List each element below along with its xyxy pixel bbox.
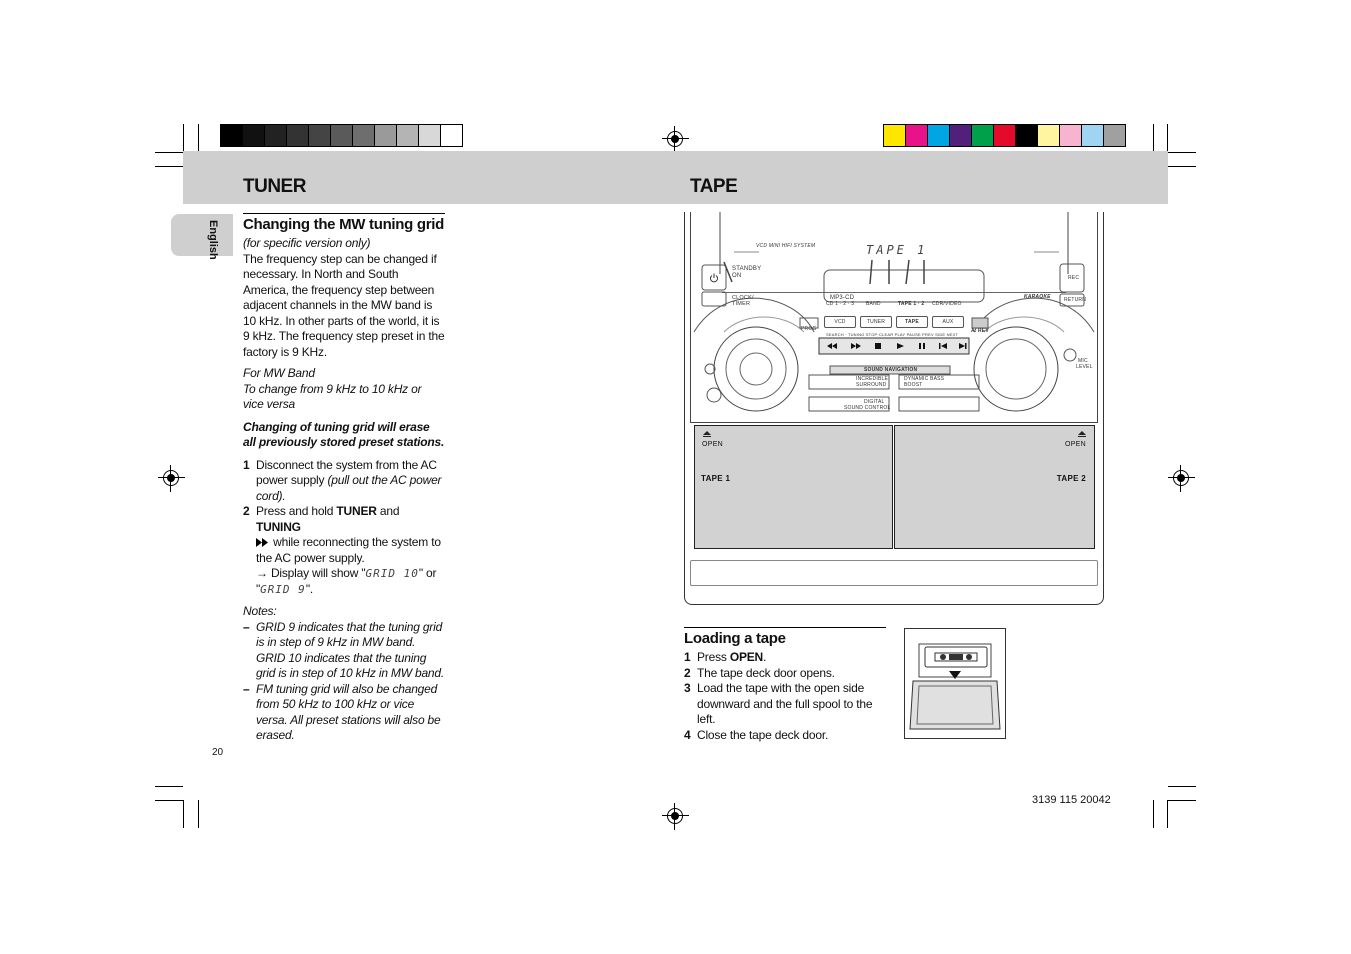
color-swatch [1016, 125, 1038, 146]
registration-mark-icon [163, 470, 179, 486]
color-swatch [309, 125, 331, 146]
cassette-illustration [904, 628, 1006, 739]
karaoke-logo: KARAOKE [1024, 294, 1051, 300]
registration-mark-icon [667, 131, 683, 147]
page-number: 20 [212, 747, 224, 758]
heading-mw-grid: Changing the MW tuning grid [243, 213, 445, 233]
tape-display-readout: TAPE 1 [866, 243, 928, 257]
color-swatch [1104, 125, 1125, 146]
open-label-1: OPEN [702, 441, 724, 448]
notes-label: Notes: [243, 604, 277, 618]
loading-step: 2 The tape deck door opens. [684, 665, 835, 680]
tape-button[interactable]: TAPE [896, 316, 928, 328]
transport-buttons [819, 338, 969, 354]
color-swatch [994, 125, 1016, 146]
mw-band-label: For MW Band [243, 366, 315, 380]
color-swatch [972, 125, 994, 146]
color-swatch [375, 125, 397, 146]
open-label-2: OPEN [1064, 441, 1086, 448]
header-band [183, 151, 1168, 204]
subnote: (for specific version only) [243, 236, 371, 250]
tape-deck-2[interactable] [894, 425, 1095, 549]
color-calibration-bar [883, 124, 1126, 147]
tuner-button[interactable]: TUNER [860, 316, 892, 328]
color-swatch [1038, 125, 1060, 146]
fast-forward-icon [256, 538, 270, 547]
loading-step: 3 Load the tape with the open side downward and the full spool to the left. [684, 681, 873, 726]
tuner-column [243, 213, 445, 744]
color-swatch [221, 125, 243, 146]
section-title-tape: TAPE [690, 176, 738, 197]
gray-calibration-bar [220, 124, 463, 147]
color-swatch [331, 125, 353, 146]
color-swatch [397, 125, 419, 146]
color-swatch [287, 125, 309, 146]
aux-button[interactable]: AUX [932, 316, 964, 328]
color-swatch [419, 125, 441, 146]
color-swatch [441, 125, 462, 146]
color-swatch [906, 125, 928, 146]
device-illustration: VCD MINI HIFI SYSTEM TAPE 1 STANDBY ON CLOCK/ TIMER MP3-CD CD 1 · 2 · 3 BAND TAPE 1 · 2 CDR/VIDEO KARAOKE REC RETURN PROG VCD TUNER TAPE AUX A. REV SEARCH · TUNING STOP·CLEAR PLAY PAUSE PREV SIDE NEXT SOUND NAVIGATION INCREDIBLE SURROUND DYNAMIC BASS BOOST DIGITAL SOUND CONTROL MIC LEVEL OPEN TAPE 1 OPEN TAPE 2 [684, 212, 1104, 606]
lcd-grid-9: GRID 9 [260, 582, 306, 596]
registration-mark-icon [667, 808, 683, 824]
document-code: 3139 115 20042 [1032, 794, 1111, 806]
color-swatch [884, 125, 906, 146]
vcd-button[interactable]: VCD [824, 316, 856, 328]
step-1: 1 Disconnect the system from the AC power supply (pull out the AC power cord). [243, 457, 442, 503]
color-swatch [353, 125, 375, 146]
note-2: – FM tuning grid will also be changed from 50 kHz to 100 kHz or vice versa. All preset stations will also be erased. [243, 681, 441, 742]
color-swatch [928, 125, 950, 146]
eject-icon [703, 431, 711, 437]
power-icon [709, 273, 719, 283]
registration-mark-icon [1173, 470, 1189, 486]
eject-icon [1078, 431, 1086, 437]
loading-steps [684, 650, 886, 743]
intro-paragraph: The frequency step can be changed if necessary. In North and South America, the frequency step between adjacent channels in the MW band is 10 kHz. In other parts of the world, it is 9 kHz. The frequency step preset in the factory is 9 KHz. [243, 251, 445, 359]
tape-1-label: TAPE 1 [701, 474, 731, 483]
heading-loading-tape: Loading a tape [684, 627, 886, 647]
warning-text: Changing of tuning grid will erase all previously stored preset stations. [243, 419, 445, 449]
note-1: – GRID 9 indicates that the tuning grid is in step of 9 kHz in MW band. GRID 10 indicates that the tuning grid is in step of 10 kHz in MW band. [243, 619, 445, 680]
loading-step: 4 Close the tape deck door. [684, 727, 829, 742]
model-text: VCD MINI HIFI SYSTEM [756, 243, 816, 249]
mw-band-description: To change from 9 kHz to 10 kHz or vice versa [243, 381, 422, 411]
tape-deck-1[interactable] [694, 425, 893, 549]
color-swatch [1082, 125, 1104, 146]
cassette-insert-icon [905, 629, 1005, 738]
loading-step: 1 Press OPEN. [684, 650, 767, 664]
language-tab: English [171, 214, 233, 256]
color-swatch [950, 125, 972, 146]
color-swatch [1060, 125, 1082, 146]
color-swatch [265, 125, 287, 146]
tape-2-label: TAPE 2 [1056, 474, 1086, 483]
section-title-tuner: TUNER [243, 176, 306, 197]
step-2: 2 Press and hold TUNER and TUNING while reconnecting the system to the AC power supply. → Display will show "GRID 10" or "GRID 9". [243, 504, 441, 596]
tape-column [684, 627, 886, 743]
lcd-grid-10: GRID 10 [365, 567, 419, 580]
color-swatch [243, 125, 265, 146]
